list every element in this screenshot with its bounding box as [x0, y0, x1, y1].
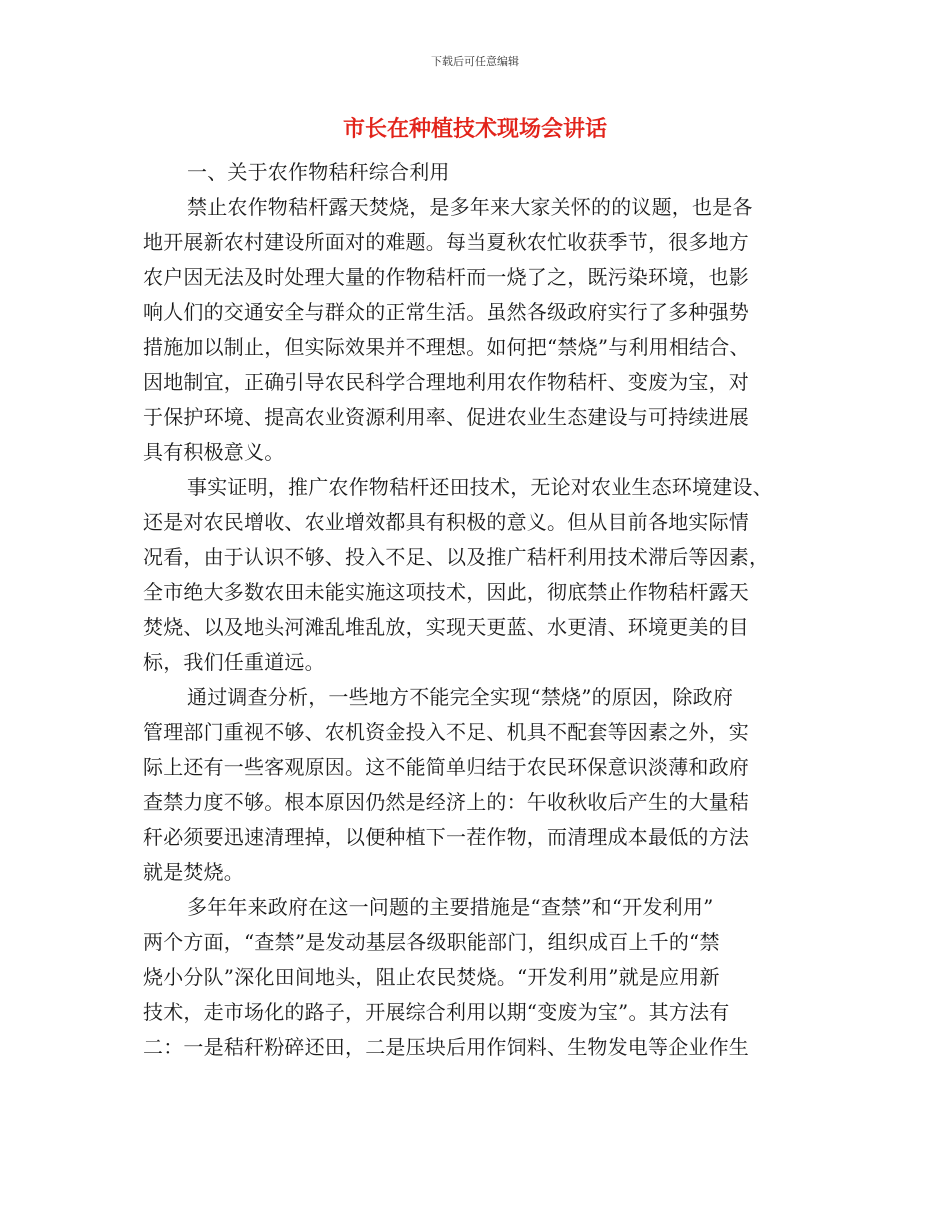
paragraph-line: 二：一是秸秆粉碎还田，二是压块后用作饲料、生物发电等企业作生 [143, 1035, 749, 1059]
paragraph-line: 事实证明，推广农作物秸杆还田技术，无论对农业生态环境建设、 [187, 475, 773, 499]
paragraph-line: 焚烧、以及地头河滩乱堆乱放，实现天更蓝、水更清、环境更美的目 [143, 615, 749, 639]
paragraph-line: 多年年来政府在这一问题的主要措施是“查禁”和“开发利用” [187, 895, 714, 919]
paragraph-line: 地开展新农村建设所面对的难题。每当夏秋农忙收获季节，很多地方 [143, 230, 749, 254]
page-title: 市长在种植技术现场会讲话 [342, 117, 607, 142]
paragraph-line: 况看，由于认识不够、投入不足、以及推广秸杆利用技术滞后等因素， [143, 545, 770, 569]
paragraph-line: 通过调查分析，一些地方不能完全实现“禁烧”的原因，除政府 [187, 685, 734, 709]
paragraph-line: 秆必须要迅速清理掉，以便种植下一茬作物，而清理成本最低的方法 [143, 825, 749, 849]
paragraph-line: 就是焚烧。 [143, 860, 244, 884]
paragraph-line: 全市绝大多数农田未能实施这项技术，因此，彻底禁止作物秸杆露天 [143, 580, 749, 604]
section-heading: 一、关于农作物秸秆综合利用 [187, 160, 450, 184]
header-note: 下载后可任意编辑 [431, 55, 519, 68]
paragraph-line: 具有积极意义。 [143, 440, 285, 464]
paragraph-line: 管理部门重视不够、农机资金投入不足、机具不配套等因素之外，实 [143, 720, 749, 744]
paragraph-line: 两个方面，“查禁”是发动基层各级职能部门，组织成百上千的“禁 [143, 930, 720, 954]
paragraph-4 [143, 890, 807, 1065]
paragraph-line: 农户因无法及时处理大量的作物秸杆而一烧了之，既污染环境，也影 [143, 265, 749, 289]
paragraph-line: 还是对农民增收、农业增效都具有积极的意义。但从目前各地实际情 [143, 510, 749, 534]
paragraph-line: 际上还有一些客观原因。这不能简单归结于农民环保意识淡薄和政府 [143, 755, 749, 779]
paragraph-line: 查禁力度不够。根本原因仍然是经济上的：午收秋收后产生的大量秸 [143, 790, 749, 814]
document-body [143, 155, 807, 1065]
paragraph-line: 措施加以制止，但实际效果并不理想。如何把“禁烧”与利用相结合、 [143, 335, 750, 359]
paragraph-line: 标，我们任重道远。 [143, 650, 325, 674]
paragraph-1 [143, 190, 807, 470]
paragraph-3 [143, 680, 807, 890]
paragraph-line: 技术，走市场化的路子，开展综合利用以期“变废为宝”。其方法有 [143, 1000, 730, 1024]
paragraph-line: 烧小分队”深化田间地头，阻止农民焚烧。“开发利用”就是应用新 [143, 965, 720, 989]
paragraph-2 [143, 470, 807, 680]
paragraph-line: 禁止农作物秸杆露天焚烧，是多年来大家关怀的的议题，也是各 [187, 195, 753, 219]
paragraph-line: 因地制宜，正确引导农民科学合理地利用农作物秸杆、变废为宝，对 [143, 370, 749, 394]
paragraph-line: 响人们的交通安全与群众的正常生活。虽然各级政府实行了多种强势 [143, 300, 749, 324]
paragraph-line: 于保护环境、提高农业资源利用率、促进农业生态建设与可持续进展 [143, 405, 749, 429]
